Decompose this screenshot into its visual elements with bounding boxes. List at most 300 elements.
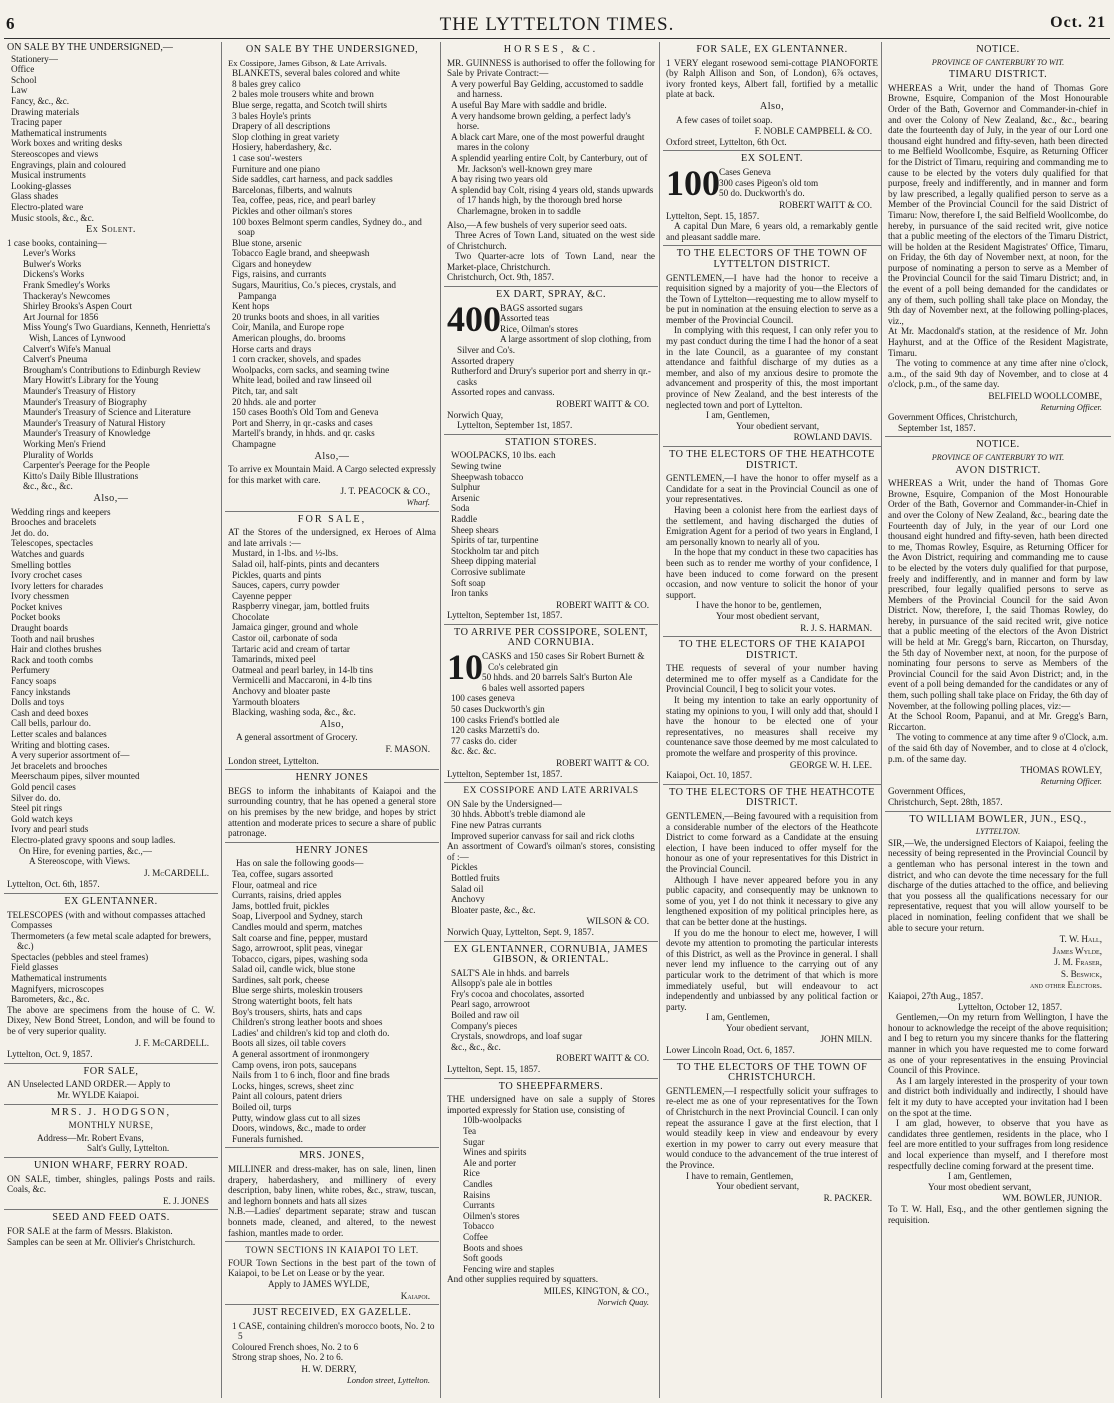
list-item: Maunder's Treasury of Knowledge <box>23 428 151 439</box>
ad-date: Lyttelton, Oct. 6th, 1857. <box>7 879 100 890</box>
list-item: Furniture and one piano <box>232 163 321 174</box>
reply-date: Lyttelton, October 12, 1857. <box>958 1001 1063 1012</box>
ad-recipient: To T. W. Hall, Esq., and the other gentlemen signing the requisition. <box>888 1203 1108 1225</box>
ad-body: MILLINER and dress-maker, has on sale, linen, linen drapery, haberdashery, and millinery of every description, baby linen, white robes, &c., straw, tuscan, and leghorn bonnets and hats all sizes <box>228 1163 436 1206</box>
list-item: BLANKETS, several bales colored and white <box>232 68 400 79</box>
ad-avon <box>885 437 1111 811</box>
list-item: Watches and guards <box>11 548 85 559</box>
ad-heading: NOTICE. <box>976 439 1020 451</box>
ad-sale-undersigned <box>4 42 218 894</box>
ad-signature: WM. BOWLER, JUNIOR. <box>1002 1193 1102 1204</box>
list-item: Pickles and other oilman's stores <box>232 205 353 216</box>
list-item: Sheep shears <box>451 524 499 535</box>
list-item: Letter scales and balances <box>11 729 107 739</box>
list-item: James Wylde, <box>1052 945 1102 956</box>
list-item: A splendid yearling entire Colt, by Canterbury, out of Mr. Jackson's well-known grey mare <box>451 152 648 174</box>
list-item: Electro-plated gravy spoons and soup ladles. <box>11 834 176 845</box>
item-list <box>447 968 655 1053</box>
list-item: Tobacco, cigars, pipes, washing soda <box>232 953 368 964</box>
list-item: Boy's trousers, shirts, hats and caps <box>232 1006 363 1017</box>
ad-address: Address—Mr. Robert Evans, <box>37 1132 144 1143</box>
ad-body-3: In the hope that my conduct in these two capacities has been such as to render me worthy of your confidence, I have been induced to come forward on the present occasion, and now venture to solicit the honor of your support. <box>666 547 878 600</box>
list-item: Brooches and bracelets <box>11 517 97 528</box>
list-item: A bay rising two years old <box>451 174 548 185</box>
list-item: 30 hhds. Abbott's treble diamond ale <box>451 809 586 820</box>
reply-body-3: I am glad, however, to observe that you have as candidates three gentlemen, residents in the place, who I feel are more entitled to your suffrages from long residence and local experience than myself, and I therefore most respectfully decline coming forward at the present time. <box>888 1118 1108 1171</box>
ad-signature: F. MASON. <box>385 744 430 754</box>
list-item: Electro-plated ware <box>11 201 84 212</box>
also-label: Also, <box>319 718 345 730</box>
list-item: Coir, Manila, and Europe rope <box>232 322 344 333</box>
list-item: Assorted teas <box>500 313 550 324</box>
ad-date: September 1st, 1857. <box>898 422 976 433</box>
list-item: Coloured French shoes, No. 2 to 6 <box>232 1341 359 1352</box>
list-item: Drapery of all descriptions <box>232 121 331 132</box>
list-item: BAGS assorted sugars <box>500 302 583 313</box>
ad-district: AVON DISTRICT. <box>955 464 1041 476</box>
ad-body: ON SALE, timber, shingles, palings Posts and rails. Coals, &c. <box>7 1173 215 1195</box>
list-item: 77 casks do. cider <box>451 735 517 746</box>
ad-date: Christchurch, Sept. 28th, 1857. <box>888 796 1003 807</box>
ad-close: I am, Gentlemen, <box>706 410 770 421</box>
list-item: Anchovy and bloater paste <box>232 686 331 697</box>
list-item: 100 boxes Belmont sperm candles, Sydney do., and soap <box>232 216 422 238</box>
column-3 <box>440 42 658 1398</box>
ad-station-stores <box>444 435 658 625</box>
ad-officer-title: Returning Officer. <box>1040 401 1102 412</box>
list-item: Engravings, plain and coloured <box>11 159 126 170</box>
column-5 <box>881 42 1111 1398</box>
ad-heading: TO SHEEPFARMERS. <box>498 1080 604 1092</box>
list-item: Woolpacks, corn sacks, and seaming twine <box>232 364 390 375</box>
list-item: Musical instruments <box>11 170 86 181</box>
list-item: Ladies' and children's kid top and cloth do. <box>232 1027 390 1038</box>
ad-hodgson <box>4 1105 218 1158</box>
list-item: Field glasses <box>11 962 59 973</box>
list-item: Tea, coffee, peas, rice, and pearl barley <box>232 195 376 206</box>
ad-intro: Has on sale the following goods— <box>236 858 364 869</box>
list-item: Office <box>11 64 35 75</box>
list-item: Yarmouth bloaters <box>232 696 300 707</box>
list-item: Jams, bottled fruit, pickles <box>232 900 330 911</box>
ad-heading: EX SOLENT. <box>741 153 803 165</box>
item-list <box>447 450 655 598</box>
list-item: Barcelonas, filberts, and walnuts <box>232 184 353 195</box>
ad-close-2: Your obedient servant, <box>726 1022 810 1033</box>
ad-town-sections <box>225 1242 439 1305</box>
list-item: Bloater paste, &c., &c. <box>451 904 536 915</box>
item-list <box>228 869 436 1144</box>
ad-signature: J. T. PEACOCK & CO., <box>340 486 430 497</box>
list-item: Mathematical instruments <box>11 973 107 984</box>
list-item: Kent hops <box>232 301 270 312</box>
list-item: 300 cases Pigeon's old tom <box>719 177 819 188</box>
ad-miln <box>663 785 881 1060</box>
ad-cargo: To arrive ex Mountain Maid. A Cargo selected expressly for this market with care. <box>228 464 436 485</box>
ad-body: WHEREAS a Writ, under the hand of Thomas Gore Browne, Esquire, Companion of the Most Honourable Order of the Bath, Governor and Commander-in-Chief in and over the Colony of New Zealand, &c., bearing date the Fourteenth day of July, in the year of our Lord one thousand eight hundred and fifty-seven, hath been directed to me, Thomas Rowley, Esquire, as Returning Officer for the Avon District, requiring and commanding me to cause to be elected by the voters duly qualified for that purpose, freely and indifferently, and in manner and form by law prescribed, four legally qualified persons to serve as Members of the Provincial Council for the said Avon District. Now, therefore, I, the said Thomas Rowley, do hereby, in pursuance of the said recited writ, give notice that a public meeting of the electors of the Avon District will be held at Mr. Gregg's barn, Riccarton, on Thursday, the 5th day of November next, at noon, for the purpose of nominating four persons to serve as Members of the Provincial Council for the said Avon District; and, in the event of a poll being demanded for the candidates or any of them, such polling shall take place on Friday, the 6th day of November, at the following polling places, viz:— <box>888 478 1108 711</box>
ad-signature: ROBERT WAITT & CO. <box>556 758 649 768</box>
list-item: Sugars, Mauritius, Co.'s pieces, crystals, and Pampanga <box>232 280 396 301</box>
list-item: A useful Bay Mare with saddle and bridle. <box>451 99 607 110</box>
list-item: Pocket knives <box>11 601 63 612</box>
list-item: Mathematical instruments <box>11 127 107 138</box>
list-item: American ploughs, do. brooms <box>232 333 346 344</box>
list-item: Jamaica ginger, ground and whole <box>232 622 358 633</box>
list-item: Boiled and raw oil <box>451 1010 520 1021</box>
list-item: Lever's Works <box>23 248 76 259</box>
ad-glentanner <box>4 894 218 1064</box>
list-item: &c., &c., &c. <box>23 481 73 492</box>
list-item: Dolls and toys <box>11 697 65 708</box>
ad-body: WHEREAS a Writ, under the hand of Thomas Gore Browne, Esquire, Companion of the Most Honourable Order of the Bath, Governor and Commander-in-chief in and over the Colony of New Zealand, &c., &c., bearing date the fourteenth day of July, in the year of our Lord one thousand eight hundred and fifty-seven, hath been directed to me Belfield Woollcombe, Esquire, as Returning Officer for the District of Timaru, requiring and commanding me to cause to be elected by the voters duly qualified for that purpose, freely and indifferently, and in manner and form by law prescribed, a legally qualified person to serve as a Member of the Provincial Council for the said District of Timaru: Now, therefore I, the said Belfield Woollcombe, do hereby, in pursuance of the said recited writ, give notice that a public meeting of the electors of the Timaru District, will be holden at the Resident Magistrates' Office, Timaru, on Friday, the 6th day of November next, at noon, for the purpose of nominating a person to serve as a Member of the Provincial Council for the said Timaru District; and, in the event of a poll being demanded for the candidates or any of them, such polling shall take place on Monday, the 9th day of November next, at the following polling-places, viz., <box>888 82 1108 326</box>
ad-subheading: PROVINCE OF CANTERBURY TO WIT. <box>931 452 1065 462</box>
list-item: 10lb-woolpacks <box>463 1115 522 1126</box>
ad-date: Christchurch, Oct. 9th, 1857. <box>447 272 554 283</box>
list-item: A very handsome brown gelding, a perfect lady's horse. <box>451 110 631 132</box>
ad-body: BEGS to inform the inhabitants of Kaiapoi and the surrounding country, that he has opened a general store on his premises by the new bridge, and hopes by strict attention and moderate prices to secure a share of public patronage. <box>228 785 436 839</box>
ad-heading: NOTICE. <box>976 44 1020 55</box>
ad-heading: TO THE ELECTORS OF THE HEATHCOTE DISTRICT. <box>669 449 875 471</box>
list-item: Ivory and pearl studs <box>11 824 89 835</box>
list-item: Oilmen's stores <box>463 1210 520 1221</box>
ad-date: Kaiapoi, Oct. 10, 1857. <box>666 770 752 781</box>
ad-intro: AT the Stores of the undersigned, ex Heroes of Alma and late arrivals :— <box>228 527 436 548</box>
list-item: Soft soap <box>451 577 486 588</box>
list-item: Rice <box>463 1168 480 1179</box>
reply-body: Gentlemen,—On my return from Wellington, I have the honour to acknowledge the receipt of the above requisition; and I beg to return you my sincere thanks for the flattering manner in which you have requested me to come forward as one of your representatives in the ensuing Provincial Council of this Province. <box>888 1012 1108 1076</box>
ad-heading: UNION WHARF, FERRY ROAD. <box>33 1159 189 1171</box>
list-item: Soda <box>451 503 470 514</box>
list-item: 100 casks Friend's bottled ale <box>451 714 560 725</box>
list-item: Spectacles (pebbles and steel frames) <box>11 951 149 962</box>
ad-henry-jones <box>225 770 439 843</box>
ad-lead: TELESCOPES (with and without compasses attached <box>7 909 206 920</box>
ad-general: A general assortment of Grocery. <box>236 732 358 743</box>
ad-wilson <box>444 783 658 941</box>
list-item: Castor oil, carbonate of soda <box>232 633 338 644</box>
list-item: Vermicelli and Maccaroni, in 4-lb tins <box>232 675 372 686</box>
list-item: Pickles, quarts and pints <box>232 569 322 580</box>
list-item: Pocket books <box>11 612 61 623</box>
item-list <box>7 920 215 1005</box>
list-item: Bottled fruits <box>451 872 500 883</box>
ad-lee <box>663 637 881 785</box>
list-item: Salad oil, half-pints, pints and decanters <box>232 558 380 569</box>
list-item: Nails from 1 to 6 inch, floor and fine brads <box>232 1070 390 1081</box>
list-item: Plurality of Worlds <box>23 449 94 460</box>
list-item: White lead, boiled and raw linseed oil <box>232 375 372 386</box>
list-item: Art Journal for 1856 <box>23 311 99 322</box>
quantity-figure: 100 <box>666 162 720 203</box>
list-item: Tobacco <box>463 1221 494 1232</box>
ad-solent <box>663 151 881 246</box>
ship-name: Ex Solent. <box>86 224 136 236</box>
ad-date: Lyttelton, September 1st, 1857. <box>447 768 563 779</box>
list-item: Miss Young's Two Guardians, Kenneth, Henrietta's Wish, Lances of Lynwood <box>23 322 211 344</box>
list-item: Children's strong leather boots and shoes <box>232 1017 383 1028</box>
list-item: A very powerful Bay Gelding, accustomed to saddle and harness. <box>451 78 644 100</box>
ad-heading: STATION STORES. <box>505 436 597 448</box>
ad-body: GENTLEMEN,—Being favoured with a requisition from a considerable number of the electors of the Heathcote District to come forward as a Candidate at the ensuing election, I have been induced to offer myself for the honour as one of your representatives for this District in the Provincial Council. <box>666 811 878 874</box>
list-item: 150 cases Booth's Old Tom and Geneva <box>232 407 379 418</box>
ad-peacock <box>225 42 439 512</box>
list-item: Currants <box>463 1200 495 1211</box>
ad-land-2: Two Quarter-acre lots of Town Land, near the Market-place, Christchurch. <box>447 251 655 272</box>
ad-gazelle <box>225 1305 439 1388</box>
list-item: Salad oil, candle wick, blue stone <box>232 964 356 975</box>
ad-note: Samples can be seen at Mr. Ollivier's Christchurch. <box>7 1236 196 1247</box>
ad-cossipore <box>444 625 658 783</box>
ad-timaru <box>885 42 1111 437</box>
list-item: Shirley Brooks's Aspen Court <box>23 301 133 312</box>
list-item: &c., &c., &c. <box>451 1041 501 1052</box>
column-1 <box>4 42 218 1398</box>
ad-note: A capital Dun Mare, 6 years old, a remarkably gentle and pleasant saddle mare. <box>666 221 878 242</box>
ad-date: Lyttelton, Sept. 15, 1857. <box>666 210 760 221</box>
list-item: 50 hhds. and 20 barrels Salt's Burton Ale <box>482 672 633 683</box>
list-item: Telescopes, spectacles <box>11 538 94 549</box>
list-item: Dickens's Works <box>23 269 85 280</box>
list-item: Salad oil <box>451 883 484 894</box>
list-item: Candles <box>463 1178 493 1189</box>
ad-intro: THE undersigned have on sale a supply of Stores imported expressly for Station use, consisting of <box>447 1094 655 1115</box>
books-heading: 1 case books, containing— <box>7 237 107 248</box>
ad-address: Norwich Quay, <box>447 409 504 420</box>
list-item: Tartaric acid and cream of tartar <box>232 643 350 654</box>
also-label: Also,— <box>314 450 350 462</box>
ad-address: London street, Lyttelton. <box>346 1374 430 1385</box>
ad-signature: ROBERT WAITT & CO. <box>779 199 872 210</box>
list-item: Funerals furnished. <box>232 1133 303 1144</box>
ad-officer-title: Returning Officer. <box>1040 775 1102 786</box>
ad-signature: MILES, KINGTON, & CO., <box>543 1285 649 1296</box>
list-item: Sardines, salt pork, cheese <box>232 974 330 985</box>
ad-seed-oats <box>4 1210 218 1250</box>
ad-glentanner-cornubia <box>444 942 658 1079</box>
list-item: Raisins <box>463 1189 491 1200</box>
ad-mrs-jones <box>225 1148 439 1242</box>
goods-list <box>7 507 215 846</box>
list-item: Ivory letters for charades <box>11 580 104 591</box>
ad-signature: ROWLAND DAVIS. <box>793 432 872 443</box>
ad-address: London street, Lyttelton. <box>228 755 319 766</box>
list-item: Locks, hinges, screws, sheet zinc <box>232 1080 354 1091</box>
ad-harman <box>663 447 881 637</box>
list-item: A large assortment of slop clothing, from Silver and Co's. <box>457 334 652 356</box>
ad-note: The above are specimens from the house of C. W. Dixey, New Bond Street, London, and will be found to be of very superior quality. <box>7 1004 215 1037</box>
list-item: Tamarinds, mixed peel <box>232 654 316 665</box>
list-item: Arsenic <box>451 492 480 503</box>
ad-union-wharf <box>4 1158 218 1210</box>
ad-land-order <box>4 1064 218 1105</box>
list-item: A splendid bay Colt, rising 4 years old, stands upwards of 17 hands high, by the thorough bred horse Charlemagne, broken in to saddle <box>451 184 654 216</box>
ad-body: SIR,—We, the undersigned Electors of Kaiapoi, feeling the necessity of being represented in the Provincial Council by a gentleman who has personal interest in the town and district, and who can devote the time necessary for the full discharge of the duties attached to the office, and believing that you possess all the qualifications necessary for our representative, request that you will allow yourself to be placed in nomination, feeling confident that we shall be able to secure your return. <box>888 837 1108 933</box>
list-item: Chocolate <box>232 611 270 622</box>
ad-heading: FOR SALE, <box>83 1065 139 1077</box>
ad-intro: ON Sale by the Undersigned— <box>447 798 562 809</box>
list-item: Cigars and honeydew <box>232 258 312 269</box>
ad-body: 1 VERY elegant rosewood semi-cottage PIANOFORTE (by Ralph Allison and Son, of London), 6⅞ octaves, ivory fronted keys, Albert fall, fortified by a metallic plate at back. <box>666 57 878 100</box>
ad-close-2: Your most obedient servant, <box>716 610 820 621</box>
ad-voting: The voting to commence at any time after 9 o'Clock, a.m. of the said 6th day of November, and to close at 4 o'clock, p.m. of the same day. <box>888 732 1108 764</box>
list-item: Hair and clothes brushes <box>11 644 102 655</box>
list-item: Music stools, &c., &c. <box>11 212 94 223</box>
quantity-figure: 400 <box>447 298 501 339</box>
list-item: 2 bales mole trousers white and brown <box>232 89 374 100</box>
list-item: Paint all colours, patent driers <box>232 1091 342 1102</box>
ad-horses <box>444 42 658 287</box>
ad-signature: R. PACKER. <box>823 1192 872 1203</box>
list-item: Carpenter's Peerage for the People <box>23 460 150 471</box>
list-item: Crystals, snowdrops, and loaf sugar <box>451 1031 583 1042</box>
ad-heading: EX GLENTANNER. <box>64 895 158 907</box>
ad-heading: TO THE ELECTORS OF THE TOWN OF CHRISTCHURCH. <box>676 1061 868 1084</box>
ad-body: THE requests of several of your number having determined me to offer myself as a Candidate for the Provincial Council, I beg to solicit your votes. <box>666 663 878 695</box>
ad-close: I have to remain, Gentlemen, <box>686 1170 794 1181</box>
list-item: Slop clothing in great variety <box>232 131 340 142</box>
ad-close: I have the honor to be, gentlemen, <box>696 600 822 611</box>
item-list <box>228 1321 436 1363</box>
list-item: Blue serge shirts, moleskin trousers <box>232 985 363 996</box>
list-item: Stockholm tar and pitch <box>451 545 540 556</box>
reply-body-2: As I am largely interested in the prosperity of your town and district both individually and indirectly, I should have felt it my duty to have accepted your invitation had I been on the spot at the time. <box>888 1075 1108 1118</box>
list-item: 1 case sou'-westers <box>232 152 303 163</box>
list-item: Looking-glasses <box>11 180 72 191</box>
ad-signature: H. W. DERRY, <box>301 1364 357 1375</box>
ad-date: Lyttelton, September 1st, 1857. <box>457 420 573 431</box>
list-item: Maunder's Treasury of Science and Literature <box>23 407 191 418</box>
list-item: Drawing materials <box>11 106 80 117</box>
list-item: 20 trunks boots and shoes, in all varities <box>232 311 380 322</box>
list-item: Mary Howitt's Library for the Young <box>23 375 159 386</box>
ad-subheading: LYTTELTON. <box>975 827 1021 837</box>
list-item: A general assortment of ironmongery <box>232 1049 370 1060</box>
list-item: Strong watertight boots, felt hats <box>232 996 353 1007</box>
list-item: Sheepwash tobacco <box>451 471 524 482</box>
list-item: 1 corn cracker, shovels, and spades <box>232 354 361 365</box>
list-item: Doors, windows, &c., made to order <box>232 1123 366 1134</box>
list-item: Allsopp's pale ale in bottles <box>451 978 553 989</box>
ad-body: GENTLEMEN,—I respectfully solicit your suffrages to re-elect me as one of your representatives for the Town of Christchurch in the next Provincial Council. I can only repeat the assurance I gave at the first election, that I would steadily keep in view and endeavour by every exertion in my power to carry out every measure that would conduce to the advancement of the true interest of the Province. <box>666 1085 878 1170</box>
list-item: Rutherford and Drury's superior port and sherry in qr.-casks <box>451 366 651 387</box>
ad-signature: GEORGE W. H. LEE. <box>789 759 872 770</box>
ad-heading: EX DART, SPRAY, &C. <box>495 289 607 301</box>
ad-heading: ON SALE BY THE UNDERSIGNED,— <box>7 42 173 53</box>
list-item: Raspberry vinegar, jam, bottled fruits <box>232 601 370 612</box>
item-list <box>447 1115 655 1274</box>
list-item: Gold watch keys <box>11 813 73 824</box>
list-item: Soap, Liverpool and Sydney, starch <box>232 911 363 922</box>
ad-heading: JUST RECEIVED, EX GAZELLE. <box>252 1307 412 1319</box>
list-item: Tea, coffee, sugars assorted <box>232 868 333 879</box>
list-item: Camp ovens, iron pots, saucepans <box>232 1059 357 1070</box>
item-list <box>228 68 436 449</box>
ad-henry-jones-goods <box>225 843 439 1149</box>
list-item: Spirits of tar, turpentine <box>451 535 539 546</box>
ad-body: GENTLEMEN,—I have had the honor to receive a requisition signed by a majority of you—the Electors of the Town of Lyttelton—requesting me to allow myself to be put in nomination at the ensuing election to serve as a member of the Provincial Council. <box>666 272 878 325</box>
list-item: Assorted drapery <box>451 355 515 366</box>
ad-signature: R. J. S. HARMAN. <box>800 622 872 633</box>
ad-heading: ON SALE BY THE UNDERSIGNED, <box>245 44 419 55</box>
list-item: Glass shades <box>11 191 59 202</box>
ad-signature: THOMAS ROWLEY, <box>1020 765 1102 776</box>
list-item: Stereoscopes and views <box>11 148 99 159</box>
list-item: Pearl sago, arrowroot <box>451 999 530 1010</box>
ad-place: At the School Room, Papanui, and at Mr. Gregg's Barn, Riccarton. <box>888 711 1108 732</box>
ad-body: AN Unselected LAND ORDER.— Apply to <box>7 1079 171 1090</box>
ad-body-2: Having been a colonist here from the earliest days of the settlement, and having discharged the duties of Emigration Agent for a period of two years in England, I am personally known to nearly all of you. <box>666 504 878 547</box>
list-item: Strong strap shoes, No. 2 to 6. <box>232 1352 344 1363</box>
list-item: Maunder's Treasury of Natural History <box>23 417 166 428</box>
quantity-figure: 10 <box>447 647 483 688</box>
ad-close: I am, Gentlemen, <box>706 1012 770 1023</box>
list-item: Tobacco Eagle brand, and sheepwash <box>232 248 370 259</box>
list-item: Magnifyers, microscopes <box>11 983 104 994</box>
ad-body-2: In complying with this request, I can only refer you to my past conduct during the time I had the honor of a seat in the late Council, as a guarantee of my constant attendance and faithful discharge of my duties as a member, and also of my anxious desire to promote the advancement and prosperity of this, the most important province of New Zealand, and the best interests of the neglected town and port of Lyttelton. <box>666 325 878 410</box>
also-label: Also,— <box>93 492 129 504</box>
ad-place: Kaiapoi. <box>400 1290 430 1301</box>
ad-signature-2: Wharf. <box>406 496 430 507</box>
list-item: Hosiery, haberdashery, &c. <box>232 142 332 153</box>
list-item: Soft goods <box>463 1253 503 1264</box>
ad-signature: ROBERT WAITT & CO. <box>556 399 649 409</box>
list-item: Meerschaum pipes, silver mounted <box>11 771 140 782</box>
list-item: Blue serge, regatta, and Scotch twill shirts <box>232 99 387 110</box>
ad-apply: Apply to JAMES WYLDE, <box>268 1278 370 1289</box>
list-item: 1 CASE, containing children's morocco boots, No. 2 to 5 <box>232 1320 435 1342</box>
ad-assortment: An assortment of Coward's oilman's stores, consisting of :— <box>447 841 655 862</box>
ad-dart <box>444 287 658 435</box>
list-item: Anchovy <box>451 894 485 905</box>
list-item: &c. &c. &c. <box>451 746 497 757</box>
ad-heading: HENRY JONES <box>295 772 369 784</box>
list-item: Blacking, washing soda, &c., &c. <box>232 707 356 718</box>
ad-address: Oxford street, Lyttelton, 6th Oct. <box>666 136 787 147</box>
list-item: Port and Sherry, in qr.-casks and cases <box>232 417 373 428</box>
list-item: J. M. Fraser, <box>1054 957 1102 968</box>
ad-heading: TO THE ELECTORS OF THE KAIAPOI DISTRICT. <box>678 639 866 661</box>
ad-heading: FOR SALE, <box>297 513 367 525</box>
ad-date: Lyttelton, September 1st, 1857. <box>447 610 563 621</box>
list-item: Tracing paper <box>11 117 62 128</box>
list-item: Fine new Patras currants <box>451 819 542 830</box>
ad-mason <box>225 512 439 771</box>
list-item: Fancy soaps <box>11 676 57 687</box>
list-item: Assorted ropes and canvass. <box>451 387 555 398</box>
list-item: CASKS and 150 cases Sir Robert Burnett & Co's celebrated gin <box>482 651 645 672</box>
list-item: Wines and spirits <box>463 1147 527 1158</box>
ad-address: Lower Lincoln Road, Oct. 6, 1857. <box>666 1045 795 1056</box>
ad-close-2: Your obedient servant, <box>716 1181 800 1192</box>
ad-heading: EX COSSIPORE AND LATE ARRIVALS <box>463 786 639 797</box>
list-item: Calvert's Wife's Manual <box>23 343 111 354</box>
list-item: Thermometers (a few metal scale adapted for brewers, &c.) <box>11 930 211 952</box>
ad-district: TIMARU DISTRICT. <box>948 69 1048 81</box>
also-label: Also, <box>759 100 785 112</box>
ad-body-3: If you do me the honour to elect me, however, I will devote my attention to promoting the particular interests of this District, as well as the Province in general. I shall never lend my influence to the carrying out of any particular work to the detriment of that which is more immediately useful, but will endeavour to act independently and unbiassed by any political faction or party. <box>666 927 878 1012</box>
ad-heading: MRS. JONES, <box>299 1150 365 1162</box>
ad-heading: EX GLENTANNER, CORNUBIA, JAMES GIBSON, & ORIENTAL. <box>453 943 649 966</box>
item-list-2 <box>447 862 655 915</box>
ad-intro: MR. GUINNESS is authorised to offer the following for Sale by Private Contract:— <box>447 57 655 79</box>
list-item: Pitch, tar, and salt <box>232 386 298 396</box>
list-item: S. Beswick, <box>1060 968 1102 979</box>
list-item: and other Electors. <box>1029 980 1102 991</box>
page-number: 6 <box>6 14 15 33</box>
ad-signature: F. NOBLE CAMPBELL & CO. <box>754 126 872 137</box>
list-item: Steel pit rings <box>11 803 63 814</box>
list-item: Blue stone, arsenic <box>232 237 302 248</box>
